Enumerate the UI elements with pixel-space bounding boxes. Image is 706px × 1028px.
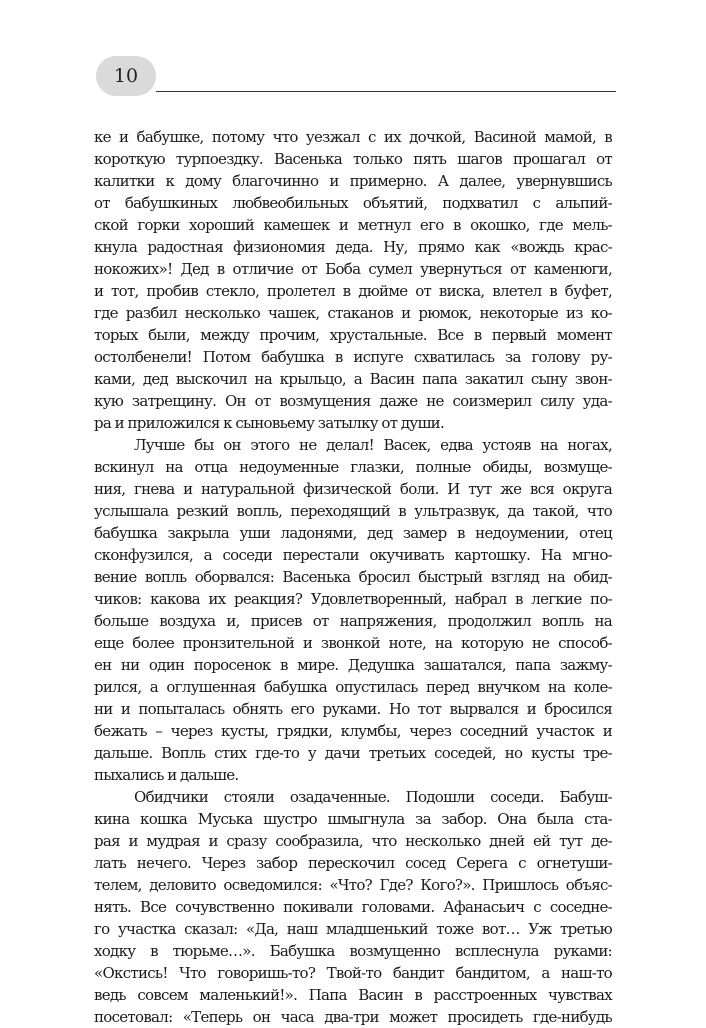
text-line: калитки к дому благочинно и примерно. А далее, увернувшись (94, 172, 612, 190)
text-line: торых были, между прочим, хрустальные. Все в первый момент (94, 326, 612, 344)
text-line: чиков: какова их реакция? Удовлетворенный, набрал в легкие по- (94, 590, 612, 608)
text-line: Лучше бы он этого не делал! Васек, едва устояв на ногах, (134, 436, 612, 454)
text-line: кую затрещину. Он от возмущения даже не соизмерил силу уда- (94, 392, 612, 410)
text-line: ра и приложился к сыновьему затылку от души. (94, 414, 445, 432)
text-line: где разбил несколько чашек, стаканов и рюмок, некоторые из ко- (94, 304, 612, 322)
text-line: ведь совсем маленький!». Папа Васин в расстроенных чувствах (94, 986, 612, 1004)
text-line: ками, дед выскочил на крыльцо, а Васин папа закатил сыну звон- (94, 370, 612, 388)
text-line: кнула радостная физиономия деда. Ну, прямо как «вождь крас- (94, 238, 612, 256)
body-text (94, 126, 612, 1028)
text-line: и тот, пробив стекло, пролетел в дюйме от виска, влетел в буфет, (94, 282, 612, 300)
paragraph-1 (94, 126, 612, 434)
text-line: ни и попыталась обнять его руками. Но тот вырвался и бросился (94, 700, 612, 718)
text-line: вение вопль оборвался: Васенька бросил быстрый взгляд на обид- (94, 568, 612, 586)
text-line: сконфузился, а соседи перестали окучивать картошку. На мгно- (94, 546, 612, 564)
text-line: рился, а оглушенная бабушка опустилась перед внучком на коле- (94, 678, 612, 696)
page-number: 10 (113, 65, 139, 87)
text-line: кина кошка Муська шустро шмыгнула за забор. Она была ста- (94, 810, 612, 828)
text-line: остолбенели! Потом бабушка в испуге схватилась за голову ру- (94, 348, 612, 366)
paragraph-3 (94, 786, 612, 1028)
text-line: ен ни один поросенок в мире. Дедушка зашатался, папа зажму- (94, 656, 612, 674)
text-line: от бабушкиных любвеобильных объятий, подхватил с альпий- (94, 194, 612, 212)
text-line: пыхались и дальше. (94, 766, 239, 784)
text-line: больше воздуха и, присев от напряжения, продолжил вопль на (94, 612, 612, 630)
text-line: еще более пронзительной и звонкой ноте, на которую не способ- (94, 634, 612, 652)
text-line: услышала резкий вопль, переходящий в ультразвук, да такой, что (94, 502, 612, 520)
text-line: нокожих»! Дед в отличие от Боба сумел увернуться от каменюги, (94, 260, 612, 278)
text-line: бабушка закрыла уши ладонями, дед замер в недоумении, отец (94, 524, 612, 542)
text-line: го участка сказал: «Да, наш младшенький тоже вот… Уж третью (94, 920, 612, 938)
text-line: «Окстись! Что говоришь-то? Твой-то бандит бандитом, а наш-то (94, 964, 612, 982)
text-line: ке и бабушке, потому что уезжал с их дочкой, Васиной мамой, в (94, 128, 612, 146)
text-line: ния, гнева и натуральной физической боли. И тут же вся округа (94, 480, 612, 498)
text-line: вскинул на отца недоуменные глазки, полные обиды, возмуще- (94, 458, 612, 476)
text-line: ской горки хороший камешек и метнул его в окошко, где мель- (94, 216, 612, 234)
text-line: короткую турпоездку. Васенька только пять шагов прошагал от (94, 150, 612, 168)
text-line: бежать – через кусты, грядки, клумбы, через соседний участок и (94, 722, 612, 740)
text-line: рая и мудрая и сразу сообразила, что несколько дней ей тут де- (94, 832, 612, 850)
text-line: телем, деловито осведомился: «Что? Где? Кого?». Пришлось объяс- (94, 876, 612, 894)
text-line: нять. Все сочувственно покивали головами. Афанасьич с соседне- (94, 898, 612, 916)
header-rule (156, 91, 616, 92)
paragraph-2 (94, 434, 612, 786)
text-line: лать нечего. Через забор перескочил сосед Серега с огнетуши- (94, 854, 612, 872)
page-number-badge (96, 56, 156, 96)
page-header (96, 56, 616, 102)
text-line: дальше. Вопль стих где-то у дачи третьих соседей, но кусты тре- (94, 744, 612, 762)
text-line: посетовал: «Теперь он часа два-три может просидеть где-нибудь (94, 1008, 612, 1026)
text-line: ходку в тюрьме…». Бабушка возмущенно всплеснула руками: (94, 942, 612, 960)
text-line: Обидчики стояли озадаченные. Подошли соседи. Бабуш- (134, 788, 612, 806)
